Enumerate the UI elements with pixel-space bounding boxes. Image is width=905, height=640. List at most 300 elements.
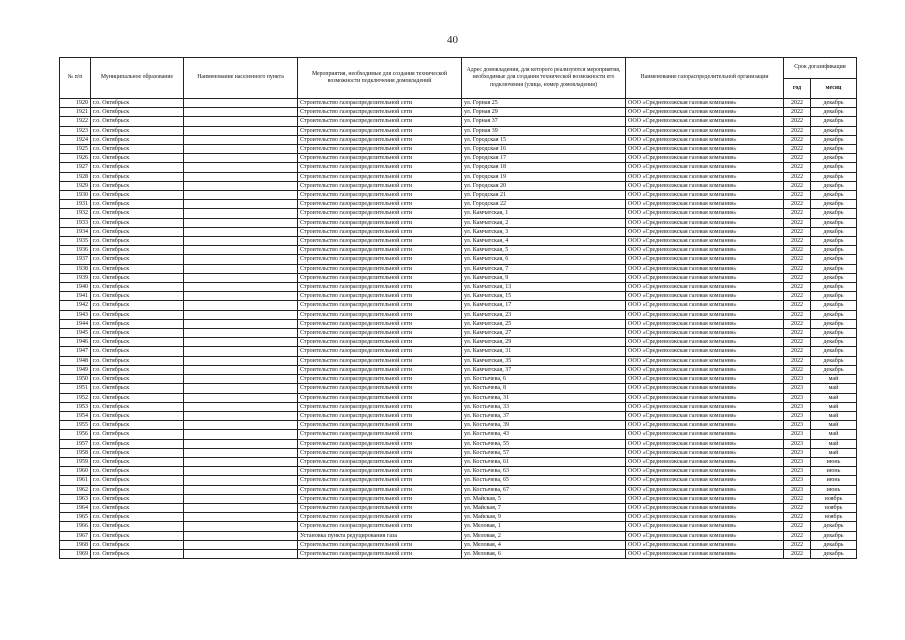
row-number: 1949 (60, 365, 91, 374)
measure-cell: Строительство газораспределительной сети (298, 457, 462, 466)
header-municipality: Муниципальное образование (91, 58, 184, 99)
month-cell: декабрь (811, 549, 857, 558)
measure-cell: Строительство газораспределительной сети (298, 384, 462, 393)
month-cell: декабрь (811, 283, 857, 292)
settlement-cell (184, 476, 298, 485)
table-row (60, 264, 857, 273)
organization-cell: ООО «Средневолжская газовая компания» (626, 430, 784, 439)
municipality-cell: г.о. Октябрьск (91, 384, 184, 393)
table-row (60, 117, 857, 126)
table-row (60, 108, 857, 117)
address-cell: ул. Костычева, 43 (462, 430, 626, 439)
organization-cell: ООО «Средневолжская газовая компания» (626, 549, 784, 558)
address-cell: ул. Костычева, 31 (462, 393, 626, 402)
settlement-cell (184, 145, 298, 154)
municipality-cell: г.о. Октябрьск (91, 154, 184, 163)
measure-cell: Строительство газораспределительной сети (298, 467, 462, 476)
month-cell: декабрь (811, 246, 857, 255)
month-cell: декабрь (811, 227, 857, 236)
month-cell: декабрь (811, 99, 857, 108)
settlement-cell (184, 209, 298, 218)
row-number: 1956 (60, 430, 91, 439)
month-cell: май (811, 411, 857, 420)
header-term: Срок догазификации (784, 58, 857, 79)
measure-cell: Строительство газораспределительной сети (298, 154, 462, 163)
organization-cell: ООО «Средневолжская газовая компания» (626, 365, 784, 374)
measure-cell: Строительство газораспределительной сети (298, 126, 462, 135)
month-cell: декабрь (811, 172, 857, 181)
address-cell: ул. Камчатская, 37 (462, 365, 626, 374)
page-number: 40 (447, 34, 458, 46)
municipality-cell: г.о. Октябрьск (91, 402, 184, 411)
year-cell: 2022 (784, 218, 811, 227)
month-cell: декабрь (811, 522, 857, 531)
address-cell: ул. Горная 37 (462, 117, 626, 126)
municipality-cell: г.о. Октябрьск (91, 393, 184, 402)
measure-cell: Строительство газораспределительной сети (298, 301, 462, 310)
year-cell: 2022 (784, 494, 811, 503)
month-cell: декабрь (811, 163, 857, 172)
row-number: 1947 (60, 347, 91, 356)
address-cell: ул. Городская 20 (462, 181, 626, 190)
month-cell: июнь (811, 457, 857, 466)
address-cell: ул. Майская, 7 (462, 503, 626, 512)
table-row (60, 457, 857, 466)
measure-cell: Строительство газораспределительной сети (298, 421, 462, 430)
measure-cell: Строительство газораспределительной сети (298, 356, 462, 365)
table-row (60, 476, 857, 485)
address-cell: ул. Горная 39 (462, 126, 626, 135)
year-cell: 2022 (784, 329, 811, 338)
organization-cell: ООО «Средневолжская газовая компания» (626, 402, 784, 411)
year-cell: 2022 (784, 172, 811, 181)
organization-cell: ООО «Средневолжская газовая компания» (626, 117, 784, 126)
organization-cell: ООО «Средневолжская газовая компания» (626, 531, 784, 540)
month-cell: декабрь (811, 365, 857, 374)
municipality-cell: г.о. Октябрьск (91, 329, 184, 338)
municipality-cell: г.о. Октябрьск (91, 301, 184, 310)
address-cell: ул. Меловая, 4 (462, 540, 626, 549)
settlement-cell (184, 310, 298, 319)
year-cell: 2023 (784, 448, 811, 457)
row-number: 1966 (60, 522, 91, 531)
measure-cell: Строительство газораспределительной сети (298, 246, 462, 255)
organization-cell: ООО «Средневолжская газовая компания» (626, 301, 784, 310)
month-cell: декабрь (811, 264, 857, 273)
settlement-cell (184, 347, 298, 356)
organization-cell: ООО «Средневолжская газовая компания» (626, 191, 784, 200)
month-cell: декабрь (811, 191, 857, 200)
organization-cell: ООО «Средневолжская газовая компания» (626, 375, 784, 384)
settlement-cell (184, 356, 298, 365)
municipality-cell: г.о. Октябрьск (91, 255, 184, 264)
month-cell: декабрь (811, 540, 857, 549)
table-row (60, 200, 857, 209)
measure-cell: Строительство газораспределительной сети (298, 448, 462, 457)
address-cell: ул. Камчатская, 29 (462, 338, 626, 347)
measure-cell: Строительство газораспределительной сети (298, 329, 462, 338)
row-number: 1926 (60, 154, 91, 163)
settlement-cell (184, 411, 298, 420)
month-cell: декабрь (811, 126, 857, 135)
month-cell: декабрь (811, 356, 857, 365)
organization-cell: ООО «Средневолжская газовая компания» (626, 494, 784, 503)
address-cell: ул. Камчатская, 3 (462, 227, 626, 236)
month-cell: май (811, 393, 857, 402)
municipality-cell: г.о. Октябрьск (91, 476, 184, 485)
settlement-cell (184, 319, 298, 328)
measure-cell: Строительство газораспределительной сети (298, 503, 462, 512)
address-cell: ул. Городская 16 (462, 145, 626, 154)
address-cell: ул. Городская 15 (462, 135, 626, 144)
header-settlement: Наименование населенного пункта (184, 58, 298, 99)
measure-cell: Строительство газораспределительной сети (298, 513, 462, 522)
table-row (60, 540, 857, 549)
address-cell: ул. Городская 18 (462, 163, 626, 172)
address-cell: ул. Камчатская, 6 (462, 255, 626, 264)
measure-cell: Строительство газораспределительной сети (298, 494, 462, 503)
month-cell: май (811, 448, 857, 457)
organization-cell: ООО «Средневолжская газовая компания» (626, 172, 784, 181)
gasification-table (59, 57, 857, 559)
year-cell: 2022 (784, 209, 811, 218)
address-cell: ул. Камчатская, 27 (462, 329, 626, 338)
table-row (60, 310, 857, 319)
row-number: 1953 (60, 402, 91, 411)
settlement-cell (184, 503, 298, 512)
measure-cell: Строительство газораспределительной сети (298, 273, 462, 282)
municipality-cell: г.о. Октябрьск (91, 237, 184, 246)
year-cell: 2022 (784, 273, 811, 282)
measure-cell: Строительство газораспределительной сети (298, 338, 462, 347)
organization-cell: ООО «Средневолжская газовая компания» (626, 145, 784, 154)
year-cell: 2022 (784, 513, 811, 522)
settlement-cell (184, 154, 298, 163)
organization-cell: ООО «Средневолжская газовая компания» (626, 384, 784, 393)
municipality-cell: г.о. Октябрьск (91, 117, 184, 126)
table-row (60, 356, 857, 365)
header-num: № п/п (60, 58, 91, 99)
row-number: 1927 (60, 163, 91, 172)
municipality-cell: г.о. Октябрьск (91, 448, 184, 457)
municipality-cell: г.о. Октябрьск (91, 540, 184, 549)
settlement-cell (184, 329, 298, 338)
month-cell: май (811, 402, 857, 411)
year-cell: 2022 (784, 319, 811, 328)
month-cell: декабрь (811, 329, 857, 338)
row-number: 1954 (60, 411, 91, 420)
municipality-cell: г.о. Октябрьск (91, 439, 184, 448)
address-cell: ул. Камчатская, 5 (462, 246, 626, 255)
row-number: 1940 (60, 283, 91, 292)
year-cell: 2022 (784, 227, 811, 236)
table-row (60, 145, 857, 154)
table-row (60, 485, 857, 494)
municipality-cell: г.о. Октябрьск (91, 347, 184, 356)
row-number: 1937 (60, 255, 91, 264)
month-cell: декабрь (811, 108, 857, 117)
month-cell: декабрь (811, 209, 857, 218)
organization-cell: ООО «Средневолжская газовая компания» (626, 439, 784, 448)
measure-cell: Строительство газораспределительной сети (298, 135, 462, 144)
municipality-cell: г.о. Октябрьск (91, 319, 184, 328)
organization-cell: ООО «Средневолжская газовая компания» (626, 329, 784, 338)
year-cell: 2022 (784, 283, 811, 292)
address-cell: ул. Камчатская, 23 (462, 310, 626, 319)
table-row (60, 329, 857, 338)
row-number: 1959 (60, 457, 91, 466)
year-cell: 2023 (784, 476, 811, 485)
month-cell: декабрь (811, 301, 857, 310)
table-row (60, 181, 857, 190)
year-cell: 2022 (784, 292, 811, 301)
month-cell: июнь (811, 467, 857, 476)
row-number: 1951 (60, 384, 91, 393)
settlement-cell (184, 172, 298, 181)
header-address: Адрес домовладения, для которого реализуются мероприятия, необходимые для создания технической возможности его подключения (улица, номер домовладения) (462, 58, 626, 99)
row-number: 1929 (60, 181, 91, 190)
year-cell: 2023 (784, 402, 811, 411)
organization-cell: ООО «Средневолжская газовая компания» (626, 200, 784, 209)
month-cell: декабрь (811, 218, 857, 227)
year-cell: 2022 (784, 310, 811, 319)
year-cell: 2022 (784, 154, 811, 163)
month-cell: ноябрь (811, 513, 857, 522)
organization-cell: ООО «Средневолжская газовая компания» (626, 227, 784, 236)
organization-cell: ООО «Средневолжская газовая компания» (626, 310, 784, 319)
measure-cell: Строительство газораспределительной сети (298, 319, 462, 328)
table-row (60, 430, 857, 439)
settlement-cell (184, 421, 298, 430)
organization-cell: ООО «Средневолжская газовая компания» (626, 476, 784, 485)
measure-cell: Строительство газораспределительной сети (298, 402, 462, 411)
month-cell: декабрь (811, 145, 857, 154)
row-number: 1922 (60, 117, 91, 126)
organization-cell: ООО «Средневолжская газовая компания» (626, 135, 784, 144)
year-cell: 2022 (784, 540, 811, 549)
table-row (60, 549, 857, 558)
address-cell: ул. Костычева, 67 (462, 485, 626, 494)
municipality-cell: г.о. Октябрьск (91, 99, 184, 108)
organization-cell: ООО «Средневолжская газовая компания» (626, 273, 784, 282)
row-number: 1924 (60, 135, 91, 144)
municipality-cell: г.о. Октябрьск (91, 421, 184, 430)
municipality-cell: г.о. Октябрьск (91, 522, 184, 531)
year-cell: 2023 (784, 430, 811, 439)
measure-cell: Строительство газораспределительной сети (298, 172, 462, 181)
settlement-cell (184, 448, 298, 457)
settlement-cell (184, 485, 298, 494)
municipality-cell: г.о. Октябрьск (91, 513, 184, 522)
address-cell: ул. Камчатская, 15 (462, 292, 626, 301)
organization-cell: ООО «Средневолжская газовая компания» (626, 292, 784, 301)
measure-cell: Строительство газораспределительной сети (298, 264, 462, 273)
table-row (60, 218, 857, 227)
municipality-cell: г.о. Октябрьск (91, 246, 184, 255)
measure-cell: Установка пункта редуцирования газа (298, 531, 462, 540)
municipality-cell: г.о. Октябрьск (91, 163, 184, 172)
measure-cell: Строительство газораспределительной сети (298, 237, 462, 246)
address-cell: ул. Камчатская, 1 (462, 209, 626, 218)
settlement-cell (184, 227, 298, 236)
address-cell: ул. Камчатская, 17 (462, 301, 626, 310)
settlement-cell (184, 402, 298, 411)
row-number: 1921 (60, 108, 91, 117)
table-row (60, 163, 857, 172)
address-cell: ул. Майская, 5 (462, 494, 626, 503)
municipality-cell: г.о. Октябрьск (91, 292, 184, 301)
year-cell: 2023 (784, 485, 811, 494)
table-row (60, 494, 857, 503)
municipality-cell: г.о. Октябрьск (91, 200, 184, 209)
settlement-cell (184, 467, 298, 476)
organization-cell: ООО «Средневолжская газовая компания» (626, 246, 784, 255)
settlement-cell (184, 439, 298, 448)
organization-cell: ООО «Средневолжская газовая компания» (626, 540, 784, 549)
settlement-cell (184, 393, 298, 402)
address-cell: ул. Камчатская, 31 (462, 347, 626, 356)
year-cell: 2022 (784, 117, 811, 126)
organization-cell: ООО «Средневолжская газовая компания» (626, 457, 784, 466)
municipality-cell: г.о. Октябрьск (91, 365, 184, 374)
year-cell: 2022 (784, 191, 811, 200)
year-cell: 2022 (784, 99, 811, 108)
municipality-cell: г.о. Октябрьск (91, 503, 184, 512)
month-cell: ноябрь (811, 494, 857, 503)
settlement-cell (184, 513, 298, 522)
table-row (60, 411, 857, 420)
organization-cell: ООО «Средневолжская газовая компания» (626, 338, 784, 347)
table-row (60, 126, 857, 135)
settlement-cell (184, 549, 298, 558)
organization-cell: ООО «Средневолжская газовая компания» (626, 513, 784, 522)
month-cell: декабрь (811, 117, 857, 126)
month-cell: декабрь (811, 292, 857, 301)
row-number: 1968 (60, 540, 91, 549)
table-row (60, 301, 857, 310)
year-cell: 2023 (784, 375, 811, 384)
address-cell: ул. Камчатская, 9 (462, 273, 626, 282)
settlement-cell (184, 375, 298, 384)
measure-cell: Строительство газораспределительной сети (298, 540, 462, 549)
year-cell: 2022 (784, 356, 811, 365)
organization-cell: ООО «Средневолжская газовая компания» (626, 255, 784, 264)
municipality-cell: г.о. Октябрьск (91, 430, 184, 439)
address-cell: ул. Камчатская, 7 (462, 264, 626, 273)
month-cell: декабрь (811, 255, 857, 264)
address-cell: ул. Костычева, 8 (462, 384, 626, 393)
measure-cell: Строительство газораспределительной сети (298, 191, 462, 200)
measure-cell: Строительство газораспределительной сети (298, 485, 462, 494)
settlement-cell (184, 531, 298, 540)
table-row (60, 448, 857, 457)
year-cell: 2022 (784, 237, 811, 246)
measure-cell: Строительство газораспределительной сети (298, 227, 462, 236)
municipality-cell: г.о. Октябрьск (91, 264, 184, 273)
settlement-cell (184, 301, 298, 310)
municipality-cell: г.о. Октябрьск (91, 227, 184, 236)
settlement-cell (184, 283, 298, 292)
measure-cell: Строительство газораспределительной сети (298, 375, 462, 384)
address-cell: ул. Камчатская, 4 (462, 237, 626, 246)
settlement-cell (184, 255, 298, 264)
table-row (60, 384, 857, 393)
municipality-cell: г.о. Октябрьск (91, 494, 184, 503)
municipality-cell: г.о. Октябрьск (91, 531, 184, 540)
municipality-cell: г.о. Октябрьск (91, 310, 184, 319)
row-number: 1941 (60, 292, 91, 301)
settlement-cell (184, 365, 298, 374)
settlement-cell (184, 384, 298, 393)
address-cell: ул. Костычева, 57 (462, 448, 626, 457)
address-cell: ул. Городская 19 (462, 172, 626, 181)
table-row (60, 393, 857, 402)
table-row (60, 522, 857, 531)
year-cell: 2023 (784, 411, 811, 420)
table-row (60, 172, 857, 181)
organization-cell: ООО «Средневолжская газовая компания» (626, 108, 784, 117)
month-cell: декабрь (811, 237, 857, 246)
year-cell: 2022 (784, 347, 811, 356)
municipality-cell: г.о. Октябрьск (91, 145, 184, 154)
measure-cell: Строительство газораспределительной сети (298, 476, 462, 485)
settlement-cell (184, 218, 298, 227)
measure-cell: Строительство газораспределительной сети (298, 439, 462, 448)
row-number: 1923 (60, 126, 91, 135)
municipality-cell: г.о. Октябрьск (91, 126, 184, 135)
month-cell: май (811, 430, 857, 439)
month-cell: декабрь (811, 347, 857, 356)
table-row (60, 421, 857, 430)
measure-cell: Строительство газораспределительной сети (298, 200, 462, 209)
table-row (60, 283, 857, 292)
settlement-cell (184, 191, 298, 200)
table-row (60, 255, 857, 264)
measure-cell: Строительство газораспределительной сети (298, 549, 462, 558)
row-number: 1961 (60, 476, 91, 485)
month-cell: ноябрь (811, 503, 857, 512)
organization-cell: ООО «Средневолжская газовая компания» (626, 503, 784, 512)
address-cell: ул. Городская 21 (462, 191, 626, 200)
month-cell: май (811, 384, 857, 393)
table-row (60, 347, 857, 356)
year-cell: 2022 (784, 145, 811, 154)
measure-cell: Строительство газораспределительной сети (298, 209, 462, 218)
settlement-cell (184, 292, 298, 301)
year-cell: 2022 (784, 531, 811, 540)
organization-cell: ООО «Средневолжская газовая компания» (626, 522, 784, 531)
address-cell: ул. Меловая, 6 (462, 549, 626, 558)
municipality-cell: г.о. Октябрьск (91, 172, 184, 181)
address-cell: ул. Костычева, 6 (462, 375, 626, 384)
row-number: 1955 (60, 421, 91, 430)
organization-cell: ООО «Средневолжская газовая компания» (626, 218, 784, 227)
row-number: 1962 (60, 485, 91, 494)
settlement-cell (184, 163, 298, 172)
month-cell: декабрь (811, 319, 857, 328)
month-cell: декабрь (811, 200, 857, 209)
municipality-cell: г.о. Октябрьск (91, 191, 184, 200)
organization-cell: ООО «Средневолжская газовая компания» (626, 237, 784, 246)
municipality-cell: г.о. Октябрьск (91, 485, 184, 494)
year-cell: 2022 (784, 503, 811, 512)
table-row (60, 246, 857, 255)
settlement-cell (184, 540, 298, 549)
row-number: 1963 (60, 494, 91, 503)
organization-cell: ООО «Средневолжская газовая компания» (626, 448, 784, 457)
organization-cell: ООО «Средневолжская газовая компания» (626, 467, 784, 476)
year-cell: 2022 (784, 338, 811, 347)
